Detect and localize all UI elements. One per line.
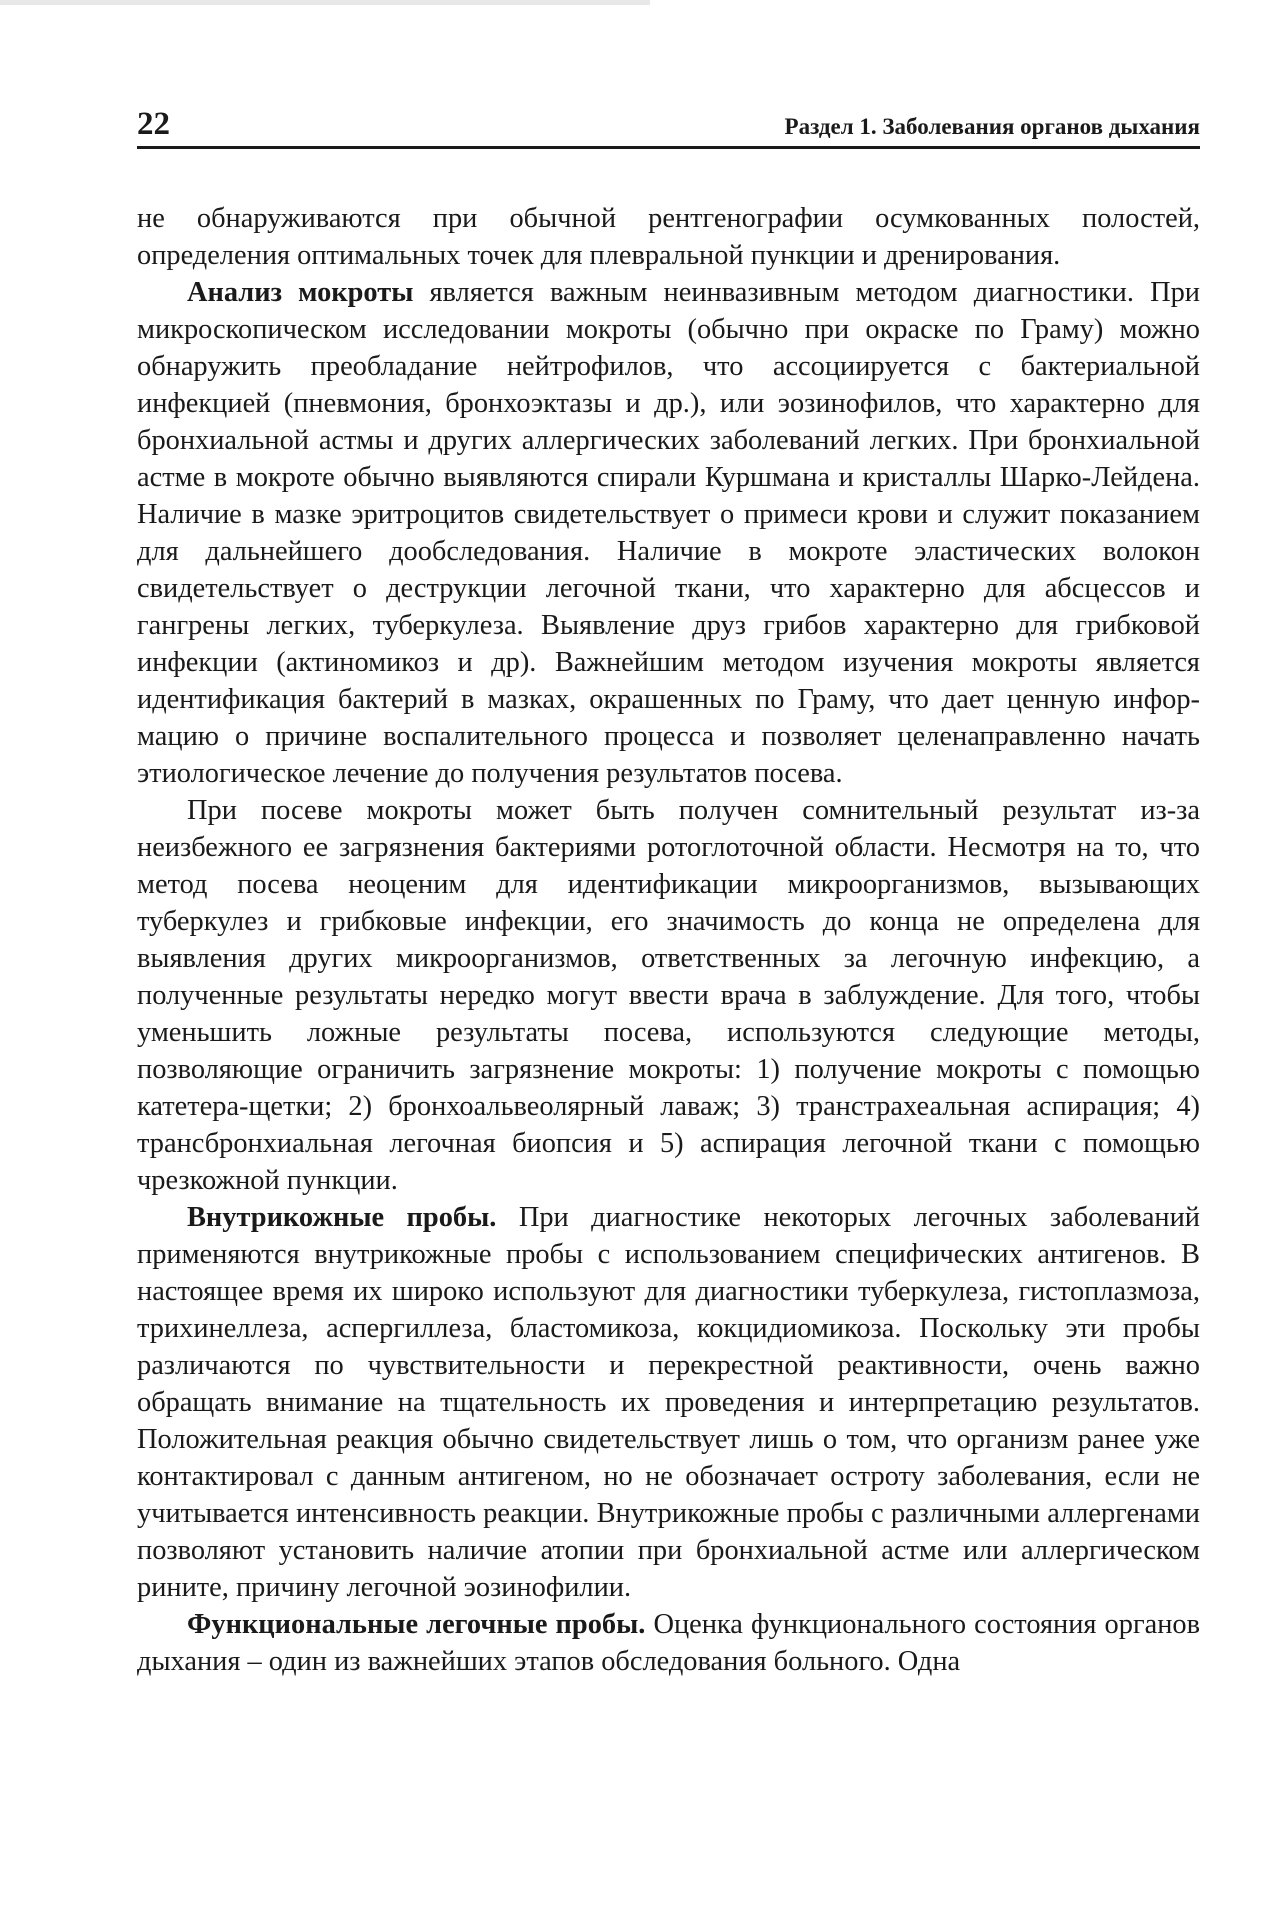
paragraph-heading: Внутрикожные пробы. (187, 1202, 497, 1233)
paragraph-heading: Анализ мокроты (187, 277, 414, 308)
paragraph-lung-function-tests (137, 1606, 1200, 1680)
header-rule (137, 146, 1200, 149)
scan-edge (0, 0, 650, 5)
paragraph-text: При диагностике некоторых легочных заболеваний применяются внутрикожные пробы с использованием специфических антигенов. В настоящее время их широко используют для диагностики туберкулеза, гистоплазмоза, трихинеллеза, аспергиллеза, бластомикоза, кокцидиомикоза. Поскольку эти пробы различаются по чувствительности и перекрестной реактивности, очень важно обращать внимание на тщательность их проведения и интерпретацию результатов. Положительная реакция обычно свидетельствует лишь о том, что организм ранее уже контактировал с данным антигеном, но не обозначает остроту заболевания, если не учитывается интенсивность реакции. Внутрикожные пробы с различными аллергенами позволяют установить наличие атопии при бронхиальной астме или аллергическом рините, причину легочной эозинофилии. (137, 1202, 1200, 1603)
paragraph-continuation (137, 200, 1200, 274)
section-title: Раздел 1. Заболевания органов дыхания (784, 114, 1200, 139)
paragraph-sputum-analysis (137, 274, 1200, 792)
page-number: 22 (137, 106, 170, 142)
body-text (137, 200, 1200, 1680)
paragraph-sputum-culture (137, 792, 1200, 1199)
paragraph-text: является важным неинвазивным методом диагностики. При микроскопическом исследовании мокроты (обычно при окраске по Граму) можно обнаружить преобладание нейтрофилов, что ассоциируется с бактериальной инфекцией (пневмония, бронхоэктазы и др.), или эозинофилов, что характерно для бронхиальной астмы и других аллергических заболеваний легких. При бронхиальной астме в мокроте обычно выявляются спирали Куршмана и кристаллы Шарко-Лейдена. Наличие в мазке эритроцитов свидетельствует о примеси крови и служит показанием для дальнейшего дообследования. Наличие в мокроте эластических волокон свидетельствует о деструкции легочной ткани, что характерно для абсцессов и гангрены легких, туберкулеза. Выявление друз грибов характерно для грибковой инфекции (актиномикоз и др). Важнейшим методом изучения мокроты является идентификация бактерий в мазках, окрашенных по Граму, что дает ценную информацию о причине воспалительного процесса и позволяет целенаправленно начать этиологическое лечение до получения результатов посева. (137, 277, 1200, 789)
paragraph-text: не обнаруживаются при обычной рентгенографии осумкованных полостей, определения оптимальных точек для плевральной пункции и дренирования. (137, 203, 1200, 271)
paragraph-text: При посеве мокроты может быть получен сомнительный результат из-за неизбежного ее загрязнения бактериями ротоглоточной области. Несмотря на то, что метод посева неоценим для идентификации микроорганизмов, вызывающих туберкулез и грибковые инфекции, его значимость до конца не определена для выявления других микроорганизмов, ответственных за легочную инфекцию, а полученные результаты нередко могут ввести врача в заблуждение. Для того, чтобы уменьшить ложные результаты посева, используются следующие методы, позволяющие ограничить загрязнение мокроты: 1) получение мокроты с помощью катетера-щетки; 2) бронхоальвеолярный лаваж; 3) транстрахеальная аспирация; 4) трансбронхиальная легочная биопсия и 5) аспирация легочной ткани с помощью чрезкожной пункции. (137, 795, 1200, 1196)
paragraph-text: Оценка функционального состояния органов дыхания – один из важнейших этапов обследования больного. Одна (137, 1609, 1200, 1677)
paragraph-heading: Функциональные легочные пробы. (187, 1609, 646, 1640)
running-header (137, 104, 1200, 152)
paragraph-intradermal-tests (137, 1199, 1200, 1606)
